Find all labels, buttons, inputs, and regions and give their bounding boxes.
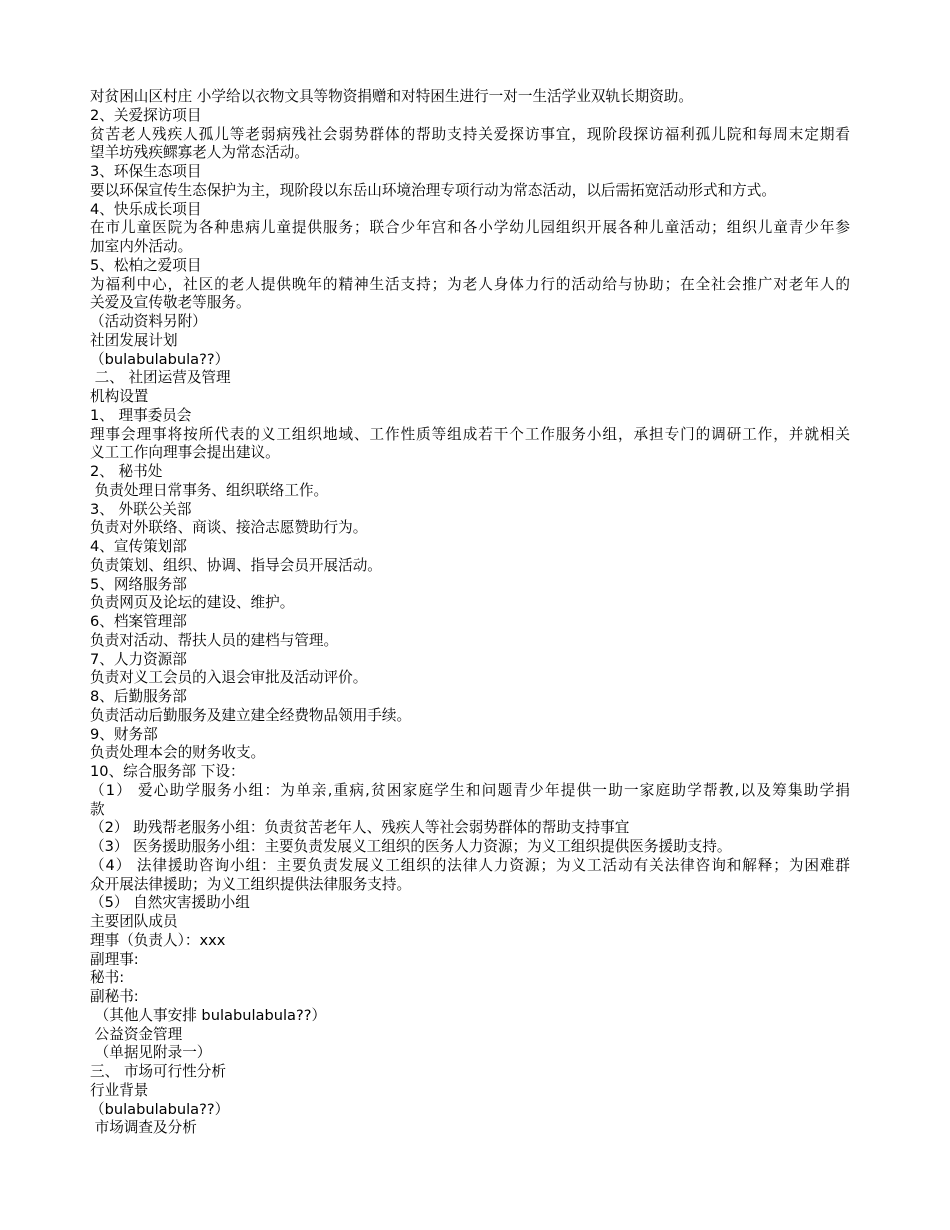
- paragraph-line: 为福利中心，社区的老人提供晚年的精神生活支持；为老人身体力行的活动给与协助；在全社会推广对老年人的: [90, 275, 850, 293]
- paragraph-line: 要以环保宣传生态保护为主，现阶段以东岳山环境治理专项行动为常态活动，以后需拓宽活动形式和方式。: [90, 181, 776, 199]
- paragraph-line: 理事（负责人）：xxx: [90, 931, 226, 949]
- section-heading: 10、综合服务部 下设：: [90, 763, 245, 780]
- paragraph-line: 贫苦老人残疾人孤儿等老弱病残社会弱势群体的帮助支持关爱探访事宜，现阶段探访福利孤儿院和每周末定期看: [90, 125, 850, 143]
- paragraph-line: 负责处理本会的财务收支。: [90, 744, 266, 762]
- paragraph-line: 负责活动后勤服务及建立建全经费物品领用手续。: [90, 706, 412, 724]
- paragraph-line: （3） 医务援助服务小组：主要负责发展义工组织的医务人力资源；为义工组织提供医务援助支持。: [90, 838, 732, 855]
- section-heading: 公益资金管理: [90, 1025, 183, 1043]
- section-heading: 4、快乐成长项目: [90, 200, 202, 218]
- paragraph-line: 负责对外联络、商谈、接洽志愿赞助行为。: [90, 519, 368, 537]
- paragraph-line: 加室内外活动。: [90, 238, 193, 255]
- paragraph-line: 款: [90, 800, 105, 818]
- paragraph-line: 众开展法律援助；为义工组织提供法律服务支持。: [90, 875, 412, 893]
- section-heading: 3、 外联公关部: [90, 500, 192, 518]
- section-heading: 9、财务部: [90, 725, 158, 743]
- paragraph-line: 负责对义工会员的入退会审批及活动评价。: [90, 669, 368, 687]
- paragraph-line: 负责处理日常事务、组织联络工作。: [90, 481, 329, 499]
- section-heading: 二、 社团运营及管理: [90, 369, 231, 387]
- paragraph-line: （1） 爱心助学服务小组：为单亲,重病,贫困家庭学生和问题青少年提供一助一家庭助学帮教,以及筹集助学捐: [90, 781, 850, 799]
- section-heading: 2、 秘书处: [90, 463, 163, 480]
- section-heading: 机构设置: [90, 388, 149, 405]
- section-heading: 5、松柏之爱项目: [90, 256, 202, 274]
- paragraph-line: 在市儿童医院为各种患病儿童提供服务；联合少年宫和各小学幼儿园组织开展各种儿童活动；组织儿童青少年参: [90, 219, 850, 237]
- paragraph-line: 副秘书:: [90, 988, 139, 1005]
- paragraph-line: 副理事:: [90, 950, 139, 968]
- paragraph-line: 义工工作向理事会提出建议。: [90, 444, 280, 462]
- paragraph-line: （2） 助残帮老服务小组：负责贫苦老年人、残疾人等社会弱势群体的帮助支持事宜: [90, 819, 630, 837]
- paragraph-line: （单据见附录一）: [90, 1044, 212, 1062]
- paragraph-line: （其他人事安排 bulabulabula??）: [90, 1006, 327, 1024]
- section-heading: 三、 市场可行性分析: [90, 1063, 226, 1080]
- paragraph-line: 望羊坊残疾鳏寡老人为常态活动。: [90, 144, 309, 162]
- paragraph-line: （bulabulabula??）: [90, 1100, 230, 1118]
- section-heading: 主要团队成员: [90, 913, 178, 930]
- section-heading: 8、后勤服务部: [90, 688, 187, 705]
- section-heading: 1、 理事委员会: [90, 406, 192, 424]
- paragraph-line: 负责对活动、帮扶人员的建档与管理。: [90, 631, 339, 649]
- paragraph-line: （bulabulabula??）: [90, 350, 230, 368]
- section-heading: 市场调查及分析: [90, 1119, 197, 1137]
- section-heading: 行业背景: [90, 1081, 149, 1099]
- paragraph-line: 秘书:: [90, 969, 125, 987]
- paragraph-line: 对贫困山区村庄 小学给以衣物文具等物资捐赠和对特困生进行一对一生活学业双轨长期资助。: [90, 88, 693, 105]
- paragraph-line: 负责策划、组织、协调、指导会员开展活动。: [90, 556, 382, 574]
- section-heading: 4、宣传策划部: [90, 538, 187, 555]
- document-body: [90, 88, 850, 1138]
- paragraph-line: （活动资料另附）: [90, 313, 207, 330]
- section-heading: 3、环保生态项目: [90, 163, 202, 180]
- paragraph-line: （4） 法律援助咨询小组：主要负责发展义工组织的法律人力资源；为义工活动有关法律咨询和解释；为困难群: [90, 856, 850, 874]
- paragraph-line: 负责网页及论坛的建设、维护。: [90, 594, 295, 612]
- paragraph-line: 关爱及宣传敬老等服务。: [90, 294, 251, 312]
- section-heading: 2、关爱探访项目: [90, 106, 202, 124]
- section-heading: 社团发展计划: [90, 331, 178, 349]
- section-heading: 7、人力资源部: [90, 650, 187, 668]
- section-heading: 6、档案管理部: [90, 613, 187, 630]
- section-heading: 5、网络服务部: [90, 575, 187, 593]
- paragraph-line: （5） 自然灾害援助小组: [90, 894, 250, 912]
- paragraph-line: 理事会理事将按所代表的义工组织地域、工作性质等组成若干个工作服务小组，承担专门的调研工作，并就相关: [90, 425, 850, 443]
